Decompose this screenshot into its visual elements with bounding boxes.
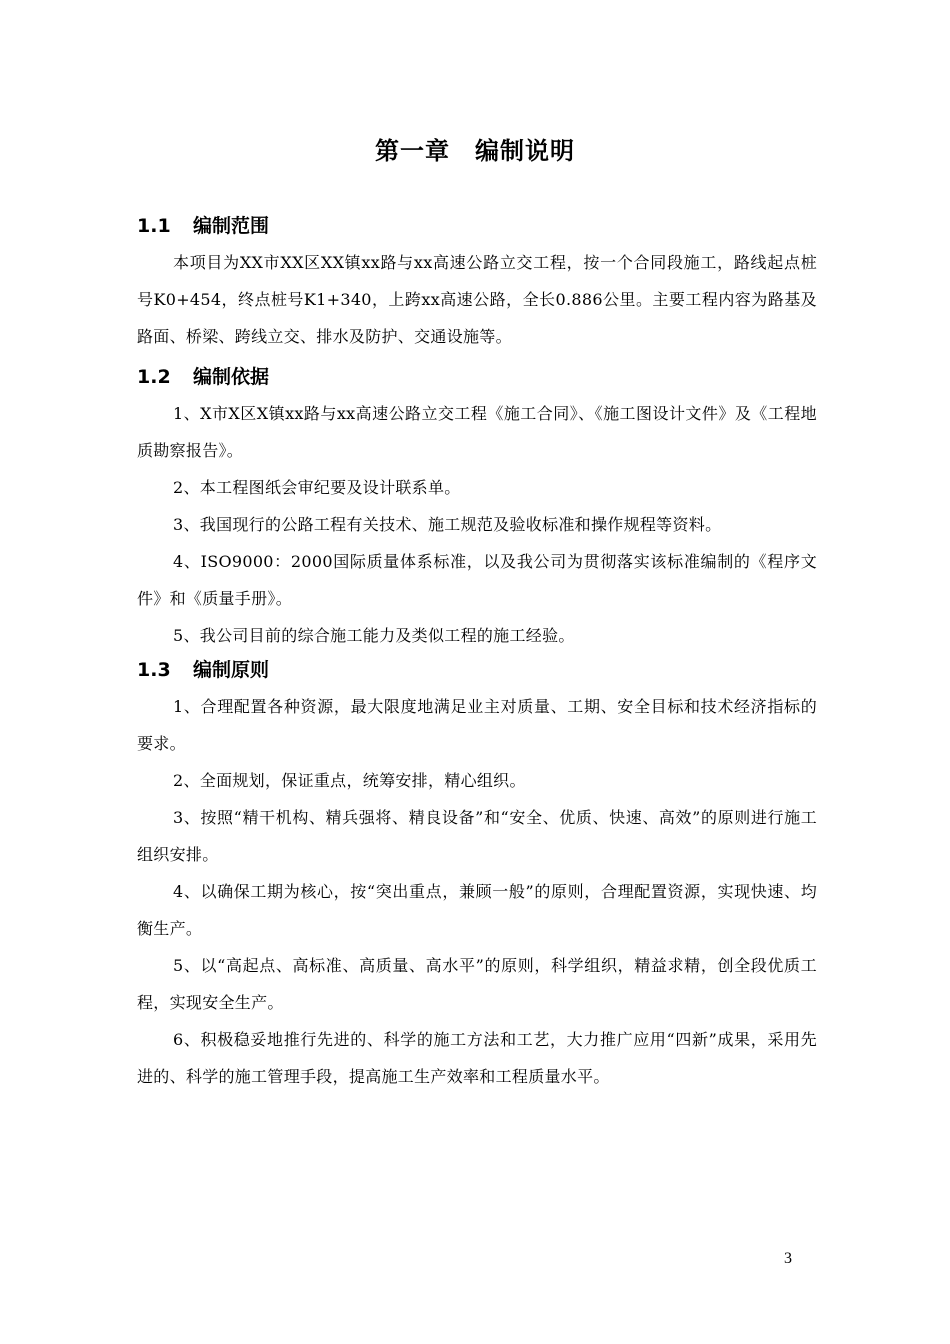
paragraph: 3、按照“精干机构、精兵强将、精良设备”和“安全、优质、快速、高效”的原则进行施工组织安排。 — [137, 808, 817, 864]
section-title: 编制范围 — [193, 215, 270, 237]
section-heading — [137, 359, 817, 395]
paragraph: 6、积极稳妥地推行先进的、科学的施工方法和工艺，大力推广应用“四新”成果，采用先进的、科学的施工管理手段，提高施工生产效率和工程质量水平。 — [137, 1030, 817, 1086]
paragraph: 2、全面规划，保证重点，统筹安排，精心组织。 — [173, 771, 526, 790]
section-basis — [137, 359, 817, 654]
section-title: 编制原则 — [193, 659, 270, 681]
paragraph: 4、ISO9000：2000国际质量体系标准，以及我公司为贯彻落实该标准编制的《程序文件》和《质量手册》。 — [137, 552, 817, 608]
paragraph: 1、X市X区X镇xx路与xx高速公路立交工程《施工合同》、《施工图设计文件》及《工程地质勘察报告》。 — [137, 404, 817, 460]
section-number: 1.1 — [137, 215, 171, 237]
section-number: 1.2 — [137, 366, 171, 388]
paragraph: 1、合理配置各种资源，最大限度地满足业主对质量、工期、安全目标和技术经济指标的要求。 — [137, 697, 817, 753]
section-scope — [137, 208, 817, 355]
section-principles — [137, 652, 817, 1095]
section-heading — [137, 652, 817, 688]
paragraph: 2、本工程图纸会审纪要及设计联系单。 — [173, 478, 461, 497]
section-heading — [137, 208, 817, 244]
paragraph: 4、以确保工期为核心，按“突出重点，兼顾一般”的原则，合理配置资源，实现快速、均衡生产。 — [137, 882, 817, 938]
page-number: 3 — [784, 1250, 792, 1267]
chapter-title: 第一章 编制说明 — [375, 137, 575, 165]
section-title: 编制依据 — [193, 366, 270, 388]
section-number: 1.3 — [137, 659, 171, 681]
paragraph: 3、我国现行的公路工程有关技术、施工规范及验收标准和操作规程等资料。 — [173, 515, 722, 534]
paragraph: 5、以“高起点、高标准、高质量、高水平”的原则，科学组织，精益求精，创全段优质工程，实现安全生产。 — [137, 956, 817, 1012]
paragraph: 5、我公司目前的综合施工能力及类似工程的施工经验。 — [173, 626, 575, 645]
paragraph: 本项目为XX市XX区XX镇xx路与xx高速公路立交工程，按一个合同段施工，路线起点桩号K0+454，终点桩号K1+340，上跨xx高速公路，全长0.886公里。主要工程内容为路基及路面、桥梁、跨线立交、排水及防护、交通设施等。 — [137, 253, 817, 346]
